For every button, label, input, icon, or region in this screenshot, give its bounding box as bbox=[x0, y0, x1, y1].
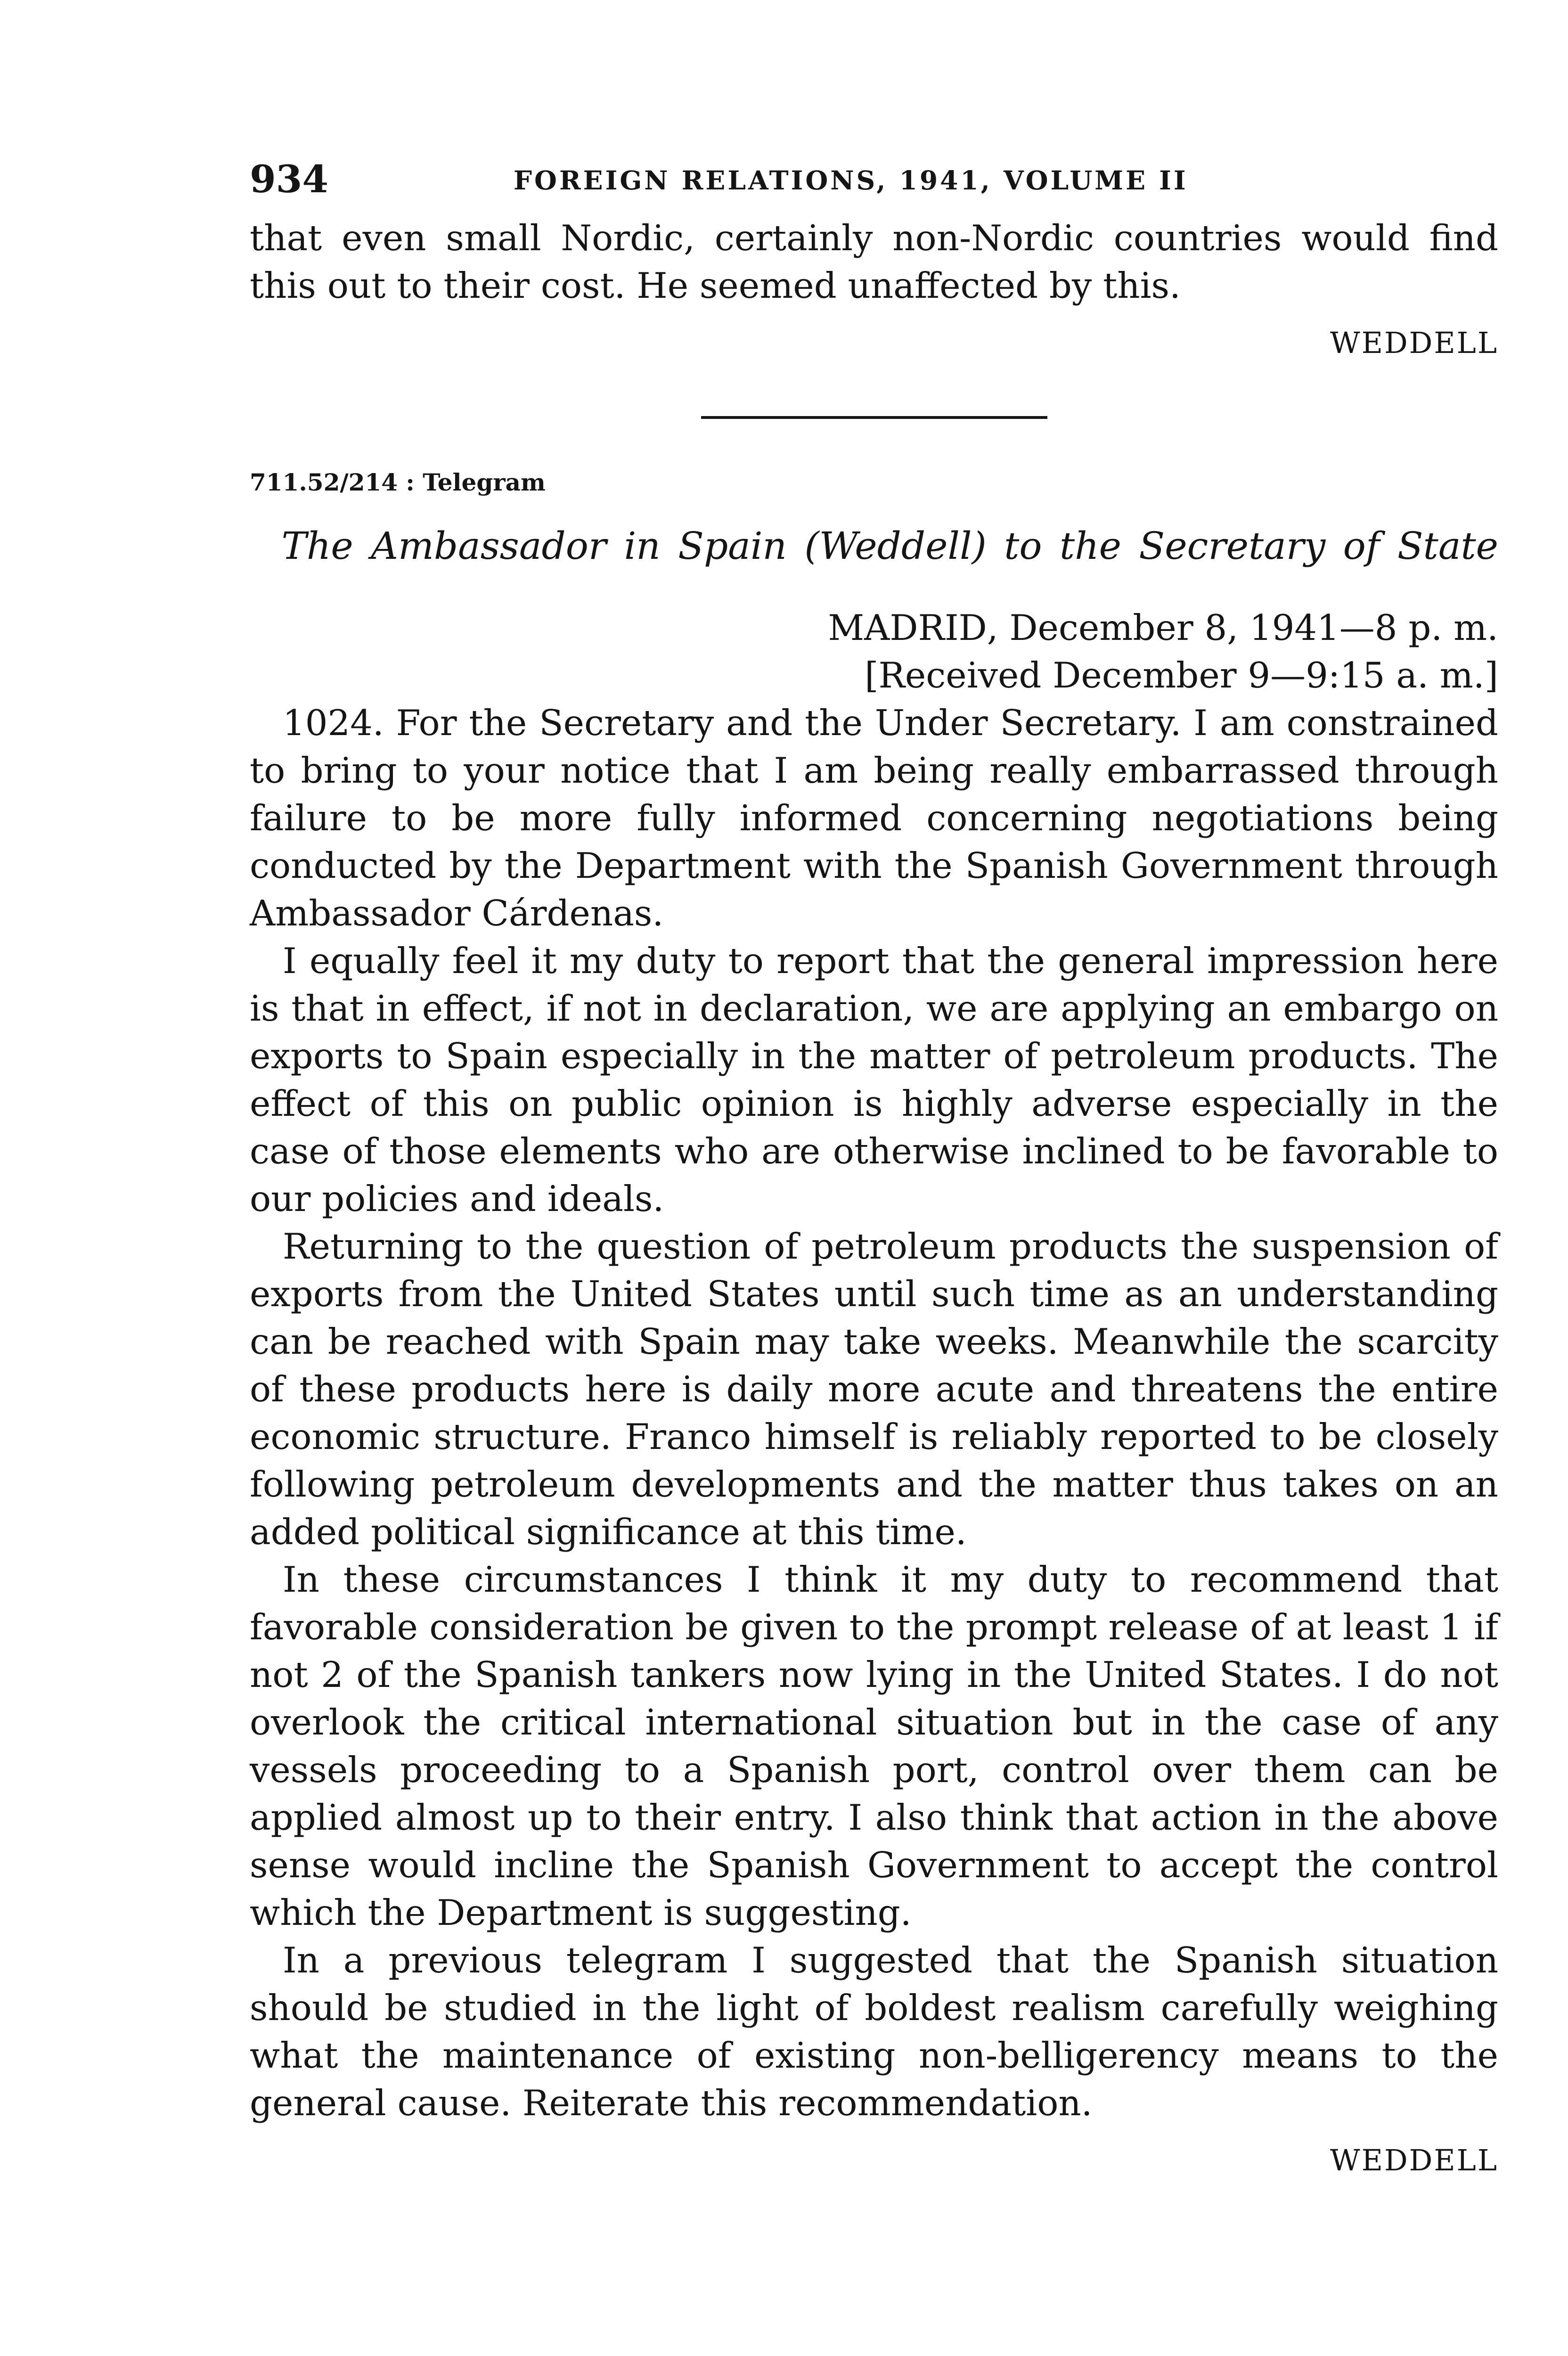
document-title: The Ambassador in Spain (Weddell) to the Secretary of State bbox=[281, 524, 1498, 568]
telegram-body bbox=[250, 699, 1498, 2127]
running-head: FOREIGN RELATIONS, 1941, VOLUME II bbox=[514, 165, 1188, 196]
document-page bbox=[250, 155, 1498, 2182]
body-paragraph: Returning to the question of petroleum products the suspension of exports from the United States until such time as an understanding can be reached with Spain may take weeks. Meanwhile the scarcity of these products here is daily more acute and threatens the entire economic structure. Franco himself is reliably reported to be closely following petroleum developments and the matter thus takes on an added political significance at this time. bbox=[250, 1226, 1498, 1553]
continuation-paragraph: that even small Nordic, certainly non-Nordic countries would find this out to their cost. He seemed unaffected by this. bbox=[250, 217, 1498, 306]
page-header bbox=[250, 155, 1498, 212]
continuation-signature: WEDDELL bbox=[1330, 326, 1498, 360]
page-number: 934 bbox=[250, 157, 328, 201]
received-line: [Received December 9—9:15 a. m.] bbox=[865, 654, 1498, 696]
section-divider bbox=[701, 416, 1047, 419]
telegram-signature: WEDDELL bbox=[1330, 2143, 1498, 2177]
body-paragraph: In a previous telegram I suggested that the Spanish situation should be studied in the light of boldest realism carefully weighing what the maintenance of existing non-belligerency means to the general cause. Reiterate this recommendation. bbox=[250, 1939, 1498, 2124]
body-paragraph: I equally feel it my duty to report that the general impression here is that in effect, if not in declaration, we are applying an embargo on exports to Spain especially in the matter of petroleum products. The effect of this on public opinion is highly adverse especially in the case of those elements who are otherwise inclined to be favorable to our policies and ideals. bbox=[250, 940, 1498, 1219]
body-paragraph: In these circumstances I think it my duty to recommend that favorable consideration be given to the prompt release of at least 1 if not 2 of the Spanish tankers now lying in the United States. I do not overlook the critical international situation but in the case of any vessels proceeding to a Spanish port, control over them can be applied almost up to their entry. I also think that action in the above sense would incline the Spanish Government to accept the control which the Department is suggesting. bbox=[250, 1559, 1498, 1933]
body-paragraph: 1024. For the Secretary and the Under Secretary. I am constrained to bring to your notice that I am being really embarrassed through failure to be more fully informed concerning negotiations being conducted by the Department with the Spanish Government through Ambassador Cárdenas. bbox=[250, 702, 1498, 934]
dateline bbox=[250, 604, 1498, 652]
document-reference: 711.52/214 : Telegram bbox=[250, 468, 546, 496]
dateline-date: , December 8, 1941—8 p. m. bbox=[987, 607, 1498, 648]
dateline-place: MADRID bbox=[828, 607, 987, 648]
